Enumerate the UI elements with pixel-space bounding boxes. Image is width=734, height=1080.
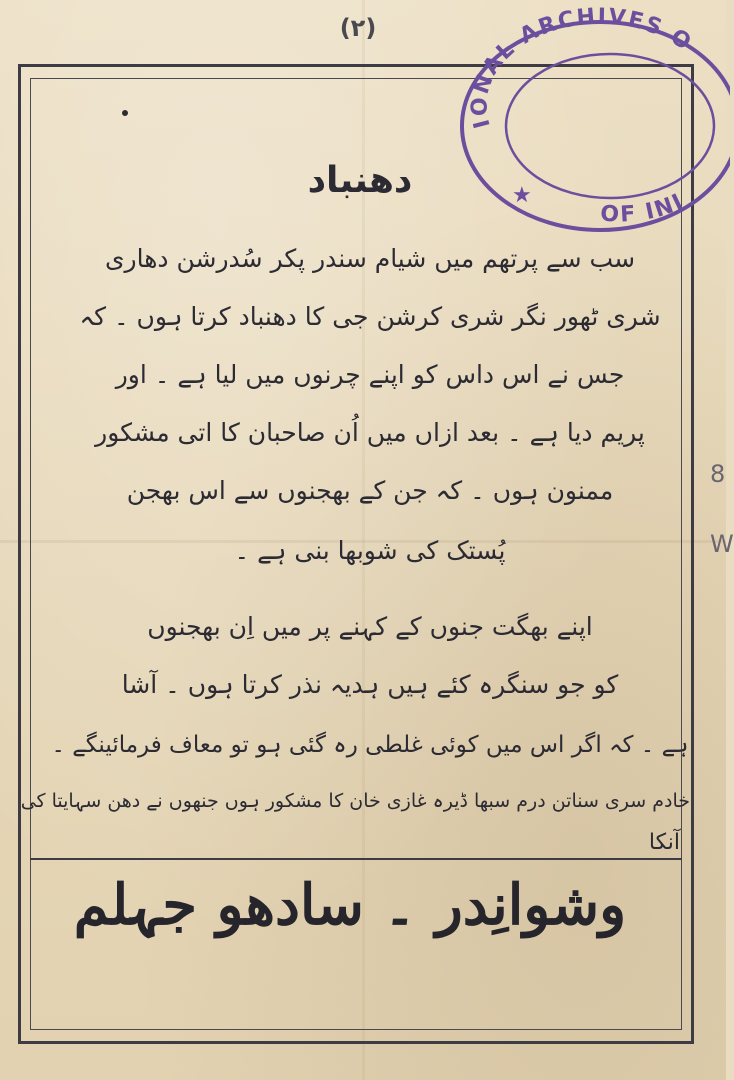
margin-mark: 8 — [710, 460, 726, 488]
body-line-9: ہے ۔ کہ اگر اس میں کوئی غلطی رہ گئی ہو تو معاف فرمائینگے ۔ — [51, 732, 689, 758]
body-line-5: ممنون ہوں ۔ کہ جن کے بھجنوں سے اس بھجن — [126, 476, 614, 505]
page-number: (۲) — [339, 14, 377, 42]
body-line-4: پریم دیا ہے ۔ بعد ازاں میں اُن صاحبان کا اتی مشکور — [95, 418, 645, 447]
margin-mark: W — [710, 530, 734, 558]
body-line-2: شری ٹھور نگر شری کرشن جی کا دھنباد کرتا ہوں ۔ کہ — [79, 302, 661, 331]
body-line-11: آنکا — [648, 830, 680, 855]
ink-dot — [122, 110, 128, 116]
page-title: دھنباد — [307, 160, 413, 201]
body-line-6: پُستک کی شوبھا بنی ہے ۔ — [234, 536, 506, 565]
body-line-7: اپنے بھگت جنوں کے کہنے پر میں اِن بھجنوں — [147, 612, 593, 641]
stamp-star-icon: ★ — [512, 183, 532, 208]
stamp-text-top: IONAL ARCHIVES O — [467, 6, 697, 131]
body-line-8: کو جو سنگرہ کئے ہیں ہدیہ نذر کرتا ہوں ۔ آشا — [121, 670, 619, 699]
author-signature: وشوانِدر ۔ سادھو جہلم — [73, 872, 627, 938]
signature-divider — [30, 858, 682, 860]
body-line-3: جس نے اس داس کو اپنے چرنوں میں لیا ہے ۔ اور — [115, 360, 625, 389]
body-line-10: خادم سری سناتن درم سبھا ڈیرہ غازی خان کا مشکور ہوں جنھوں نے دھن سہایتا کی — [20, 790, 690, 812]
body-line-1: سب سے پرتھم میں شیام سندر پکر سُدرشن دھاری — [104, 244, 636, 273]
stamp-text-bottom: OF INI — [599, 188, 689, 228]
